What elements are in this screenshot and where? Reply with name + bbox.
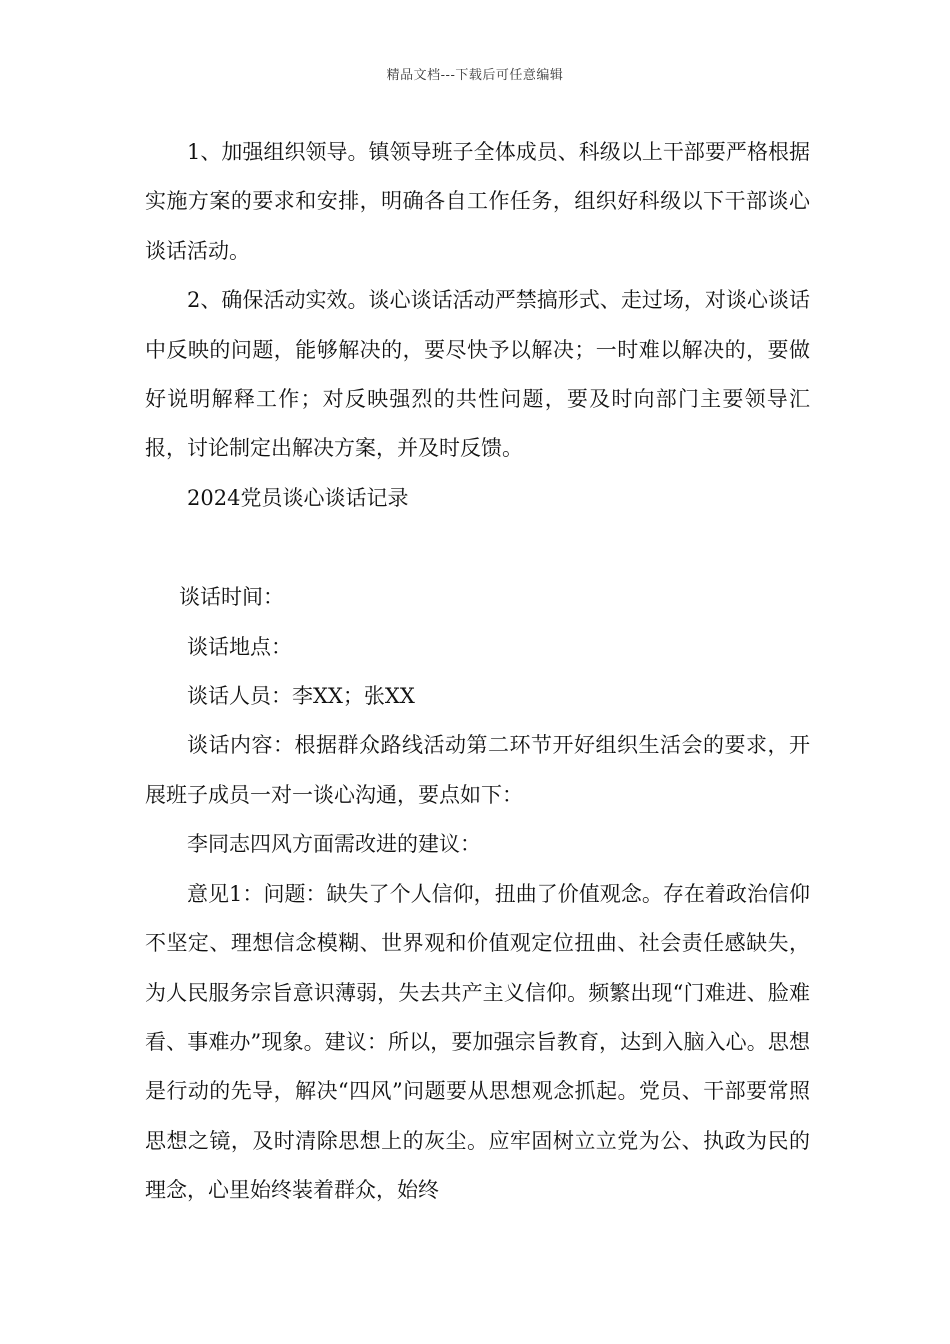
paragraph-talk-content: 谈话内容：根据群众路线活动第二环节开好组织生活会的要求，开展班子成员一对一谈心沟通，要点如下： (145, 733, 810, 807)
field-talk-people: 谈话人员：李XX；张XX (187, 684, 415, 709)
field-talk-place: 谈话地点： (187, 634, 292, 659)
field-talk-time: 谈话时间： (179, 585, 284, 610)
paragraph-opinion-1: 意见1：问题：缺失了个人信仰，扭曲了价值观念。存在着政治信仰不坚定、理想信念模糊、世界观和价值观定位扭曲、社会责任感缺失，为人民服务宗旨意识薄弱，失去共产主义信仰。频繁出现“门难进、脸难看、事难办”现象。建议：所以，要加强宗旨教育，达到入脑入心。思想是行动的先导，解决“四风”问题要从思想观念抓起。党员、干部要常照思想之镜，及时清除思想上的灰尘。应牢固树立立党为公、执政为民的理念，心里始终装着群众，始终 (145, 881, 810, 1203)
record-title: 2024党员谈心谈话记录 (187, 485, 409, 510)
paragraph-activity-effectiveness: 2、确保活动实效。谈心谈话活动严禁搞形式、走过场，对谈心谈话中反映的问题，能够解决的，要尽快予以解决；一时难以解决的，要做好说明解释工作；对反映强烈的共性问题，要及时向部门主要领导汇报，讨论制定出解决方案，并及时反馈。 (145, 288, 810, 461)
page-header: 精品文档---下载后可任意编辑 (386, 68, 564, 83)
paragraph-organization-leadership: 1、加强组织领导。镇领导班子全体成员、科级以上干部要严格根据实施方案的要求和安排，明确各自工作任务，组织好科级以下干部谈心谈话活动。 (145, 140, 810, 263)
document-body (145, 128, 810, 1216)
blank-line (145, 523, 810, 573)
paragraph-suggestions-heading: 李同志四风方面需改进的建议： (187, 832, 481, 857)
